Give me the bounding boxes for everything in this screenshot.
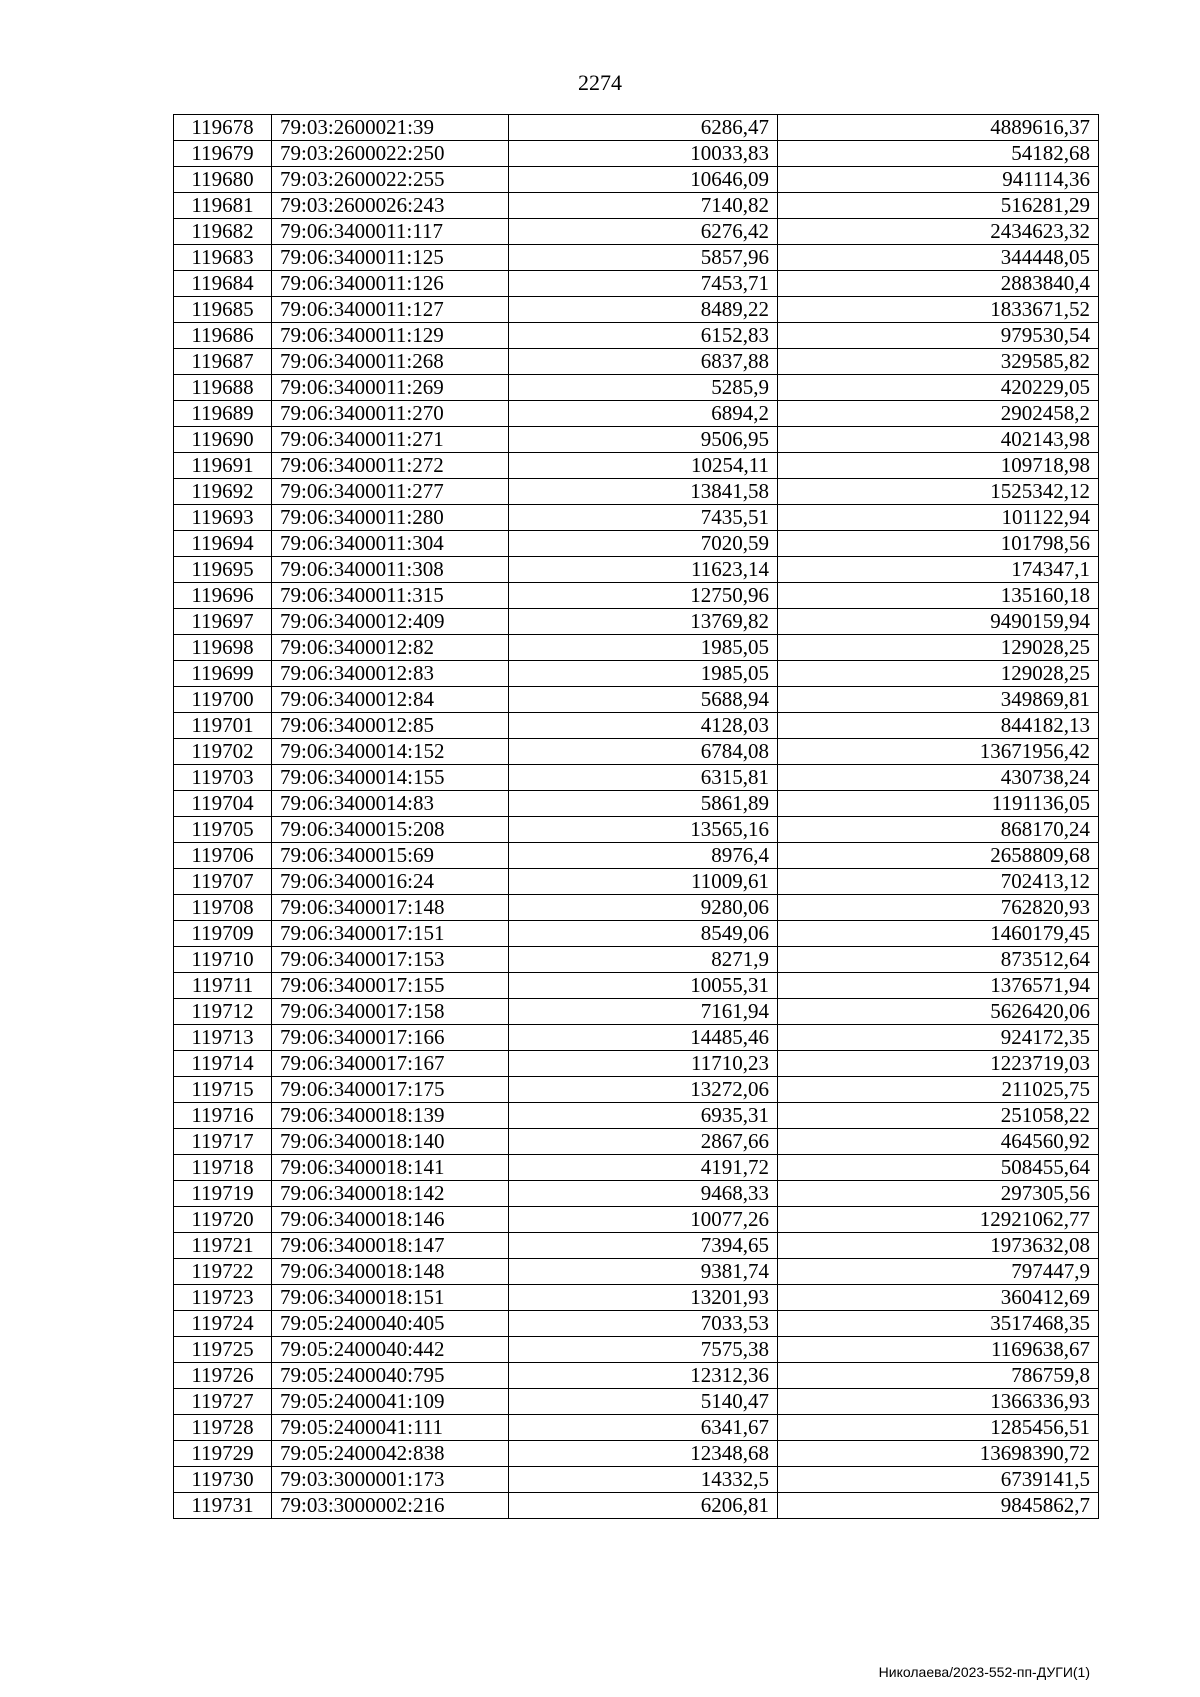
area-cell: 5857,96 bbox=[509, 245, 778, 271]
table-row bbox=[174, 999, 1099, 1025]
cadastral-number-cell: 79:05:2400040:442 bbox=[272, 1337, 509, 1363]
row-number-cell: 119688 bbox=[174, 375, 272, 401]
cadastral-number-cell: 79:06:3400017:148 bbox=[272, 895, 509, 921]
value-cell: 9845862,7 bbox=[778, 1493, 1099, 1519]
value-cell: 54182,68 bbox=[778, 141, 1099, 167]
table-row bbox=[174, 245, 1099, 271]
cadastral-number-cell: 79:06:3400012:85 bbox=[272, 713, 509, 739]
value-cell: 430738,24 bbox=[778, 765, 1099, 791]
cadastral-number-cell: 79:06:3400012:84 bbox=[272, 687, 509, 713]
area-cell: 11009,61 bbox=[509, 869, 778, 895]
value-cell: 297305,56 bbox=[778, 1181, 1099, 1207]
row-number-cell: 119725 bbox=[174, 1337, 272, 1363]
table-row bbox=[174, 479, 1099, 505]
value-cell: 329585,82 bbox=[778, 349, 1099, 375]
row-number-cell: 119701 bbox=[174, 713, 272, 739]
table-row bbox=[174, 1467, 1099, 1493]
table-row bbox=[174, 1337, 1099, 1363]
row-number-cell: 119690 bbox=[174, 427, 272, 453]
cadastral-number-cell: 79:06:3400011:315 bbox=[272, 583, 509, 609]
table-row bbox=[174, 1051, 1099, 1077]
row-number-cell: 119727 bbox=[174, 1389, 272, 1415]
table-row bbox=[174, 323, 1099, 349]
row-number-cell: 119712 bbox=[174, 999, 272, 1025]
row-number-cell: 119680 bbox=[174, 167, 272, 193]
value-cell: 2434623,32 bbox=[778, 219, 1099, 245]
area-cell: 10033,83 bbox=[509, 141, 778, 167]
table-row bbox=[174, 713, 1099, 739]
area-cell: 5140,47 bbox=[509, 1389, 778, 1415]
value-cell: 979530,54 bbox=[778, 323, 1099, 349]
row-number-cell: 119691 bbox=[174, 453, 272, 479]
area-cell: 7033,53 bbox=[509, 1311, 778, 1337]
cadastral-number-cell: 79:06:3400012:83 bbox=[272, 661, 509, 687]
table-row bbox=[174, 1285, 1099, 1311]
table-row bbox=[174, 1129, 1099, 1155]
value-cell: 1366336,93 bbox=[778, 1389, 1099, 1415]
area-cell: 12750,96 bbox=[509, 583, 778, 609]
value-cell: 251058,22 bbox=[778, 1103, 1099, 1129]
table-row bbox=[174, 557, 1099, 583]
area-cell: 4191,72 bbox=[509, 1155, 778, 1181]
row-number-cell: 119703 bbox=[174, 765, 272, 791]
cadastral-number-cell: 79:06:3400015:208 bbox=[272, 817, 509, 843]
value-cell: 1376571,94 bbox=[778, 973, 1099, 999]
value-cell: 924172,35 bbox=[778, 1025, 1099, 1051]
value-cell: 1223719,03 bbox=[778, 1051, 1099, 1077]
value-cell: 101798,56 bbox=[778, 531, 1099, 557]
table-row bbox=[174, 1493, 1099, 1519]
table-row bbox=[174, 1389, 1099, 1415]
row-number-cell: 119707 bbox=[174, 869, 272, 895]
cadastral-number-cell: 79:06:3400011:269 bbox=[272, 375, 509, 401]
value-cell: 1833671,52 bbox=[778, 297, 1099, 323]
area-cell: 9381,74 bbox=[509, 1259, 778, 1285]
area-cell: 9506,95 bbox=[509, 427, 778, 453]
area-cell: 6206,81 bbox=[509, 1493, 778, 1519]
value-cell: 786759,8 bbox=[778, 1363, 1099, 1389]
cadastral-number-cell: 79:05:2400040:405 bbox=[272, 1311, 509, 1337]
value-cell: 360412,69 bbox=[778, 1285, 1099, 1311]
table-row bbox=[174, 193, 1099, 219]
value-cell: 211025,75 bbox=[778, 1077, 1099, 1103]
value-cell: 868170,24 bbox=[778, 817, 1099, 843]
row-number-cell: 119721 bbox=[174, 1233, 272, 1259]
area-cell: 9468,33 bbox=[509, 1181, 778, 1207]
table-row bbox=[174, 635, 1099, 661]
table-row bbox=[174, 1207, 1099, 1233]
table-row bbox=[174, 1233, 1099, 1259]
area-cell: 6784,08 bbox=[509, 739, 778, 765]
area-cell: 6315,81 bbox=[509, 765, 778, 791]
table-row bbox=[174, 115, 1099, 141]
area-cell: 12348,68 bbox=[509, 1441, 778, 1467]
value-cell: 844182,13 bbox=[778, 713, 1099, 739]
row-number-cell: 119720 bbox=[174, 1207, 272, 1233]
cadastral-number-cell: 79:06:3400012:409 bbox=[272, 609, 509, 635]
cadastral-number-cell: 79:06:3400011:117 bbox=[272, 219, 509, 245]
row-number-cell: 119697 bbox=[174, 609, 272, 635]
row-number-cell: 119728 bbox=[174, 1415, 272, 1441]
cadastral-number-cell: 79:06:3400017:175 bbox=[272, 1077, 509, 1103]
table-row bbox=[174, 427, 1099, 453]
cadastral-number-cell: 79:06:3400011:277 bbox=[272, 479, 509, 505]
table-row bbox=[174, 765, 1099, 791]
value-cell: 5626420,06 bbox=[778, 999, 1099, 1025]
value-cell: 13671956,42 bbox=[778, 739, 1099, 765]
table-row bbox=[174, 609, 1099, 635]
value-cell: 1169638,67 bbox=[778, 1337, 1099, 1363]
area-cell: 10254,11 bbox=[509, 453, 778, 479]
row-number-cell: 119716 bbox=[174, 1103, 272, 1129]
row-number-cell: 119726 bbox=[174, 1363, 272, 1389]
cadastral-number-cell: 79:06:3400011:129 bbox=[272, 323, 509, 349]
table-row bbox=[174, 947, 1099, 973]
area-cell: 6276,42 bbox=[509, 219, 778, 245]
row-number-cell: 119709 bbox=[174, 921, 272, 947]
area-cell: 4128,03 bbox=[509, 713, 778, 739]
table-row bbox=[174, 1363, 1099, 1389]
value-cell: 129028,25 bbox=[778, 661, 1099, 687]
area-cell: 14332,5 bbox=[509, 1467, 778, 1493]
cadastral-number-cell: 79:06:3400018:139 bbox=[272, 1103, 509, 1129]
value-cell: 1460179,45 bbox=[778, 921, 1099, 947]
page-number: 2274 bbox=[578, 70, 622, 95]
table-row bbox=[174, 869, 1099, 895]
table-row bbox=[174, 791, 1099, 817]
value-cell: 1973632,08 bbox=[778, 1233, 1099, 1259]
cadastral-number-cell: 79:06:3400018:142 bbox=[272, 1181, 509, 1207]
cadastral-number-cell: 79:06:3400012:82 bbox=[272, 635, 509, 661]
table-row bbox=[174, 895, 1099, 921]
cadastral-number-cell: 79:06:3400017:158 bbox=[272, 999, 509, 1025]
area-cell: 8271,9 bbox=[509, 947, 778, 973]
area-cell: 10646,09 bbox=[509, 167, 778, 193]
area-cell: 7394,65 bbox=[509, 1233, 778, 1259]
area-cell: 6152,83 bbox=[509, 323, 778, 349]
row-number-cell: 119713 bbox=[174, 1025, 272, 1051]
value-cell: 941114,36 bbox=[778, 167, 1099, 193]
cadastral-number-cell: 79:06:3400018:141 bbox=[272, 1155, 509, 1181]
row-number-cell: 119696 bbox=[174, 583, 272, 609]
value-cell: 1191136,05 bbox=[778, 791, 1099, 817]
value-cell: 464560,92 bbox=[778, 1129, 1099, 1155]
area-cell: 5861,89 bbox=[509, 791, 778, 817]
cadastral-number-cell: 79:06:3400015:69 bbox=[272, 843, 509, 869]
row-number-cell: 119704 bbox=[174, 791, 272, 817]
cadastral-number-cell: 79:06:3400011:272 bbox=[272, 453, 509, 479]
area-cell: 13201,93 bbox=[509, 1285, 778, 1311]
table-row bbox=[174, 219, 1099, 245]
table-row bbox=[174, 687, 1099, 713]
table-row bbox=[174, 453, 1099, 479]
area-cell: 6286,47 bbox=[509, 115, 778, 141]
cadastral-number-cell: 79:06:3400011:127 bbox=[272, 297, 509, 323]
table-row bbox=[174, 297, 1099, 323]
row-number-cell: 119714 bbox=[174, 1051, 272, 1077]
row-number-cell: 119702 bbox=[174, 739, 272, 765]
value-cell: 797447,9 bbox=[778, 1259, 1099, 1285]
cadastral-number-cell: 79:06:3400018:147 bbox=[272, 1233, 509, 1259]
cadastral-number-cell: 79:06:3400014:152 bbox=[272, 739, 509, 765]
table-row bbox=[174, 375, 1099, 401]
row-number-cell: 119705 bbox=[174, 817, 272, 843]
cadastral-number-cell: 79:06:3400018:151 bbox=[272, 1285, 509, 1311]
row-number-cell: 119729 bbox=[174, 1441, 272, 1467]
cadastral-number-cell: 79:03:2600021:39 bbox=[272, 115, 509, 141]
table-row bbox=[174, 1155, 1099, 1181]
table-row bbox=[174, 1025, 1099, 1051]
table-row bbox=[174, 1259, 1099, 1285]
table-row bbox=[174, 1441, 1099, 1467]
area-cell: 5688,94 bbox=[509, 687, 778, 713]
value-cell: 2902458,2 bbox=[778, 401, 1099, 427]
data-table bbox=[173, 114, 1099, 1519]
cadastral-number-cell: 79:05:2400041:109 bbox=[272, 1389, 509, 1415]
value-cell: 349869,81 bbox=[778, 687, 1099, 713]
cadastral-number-cell: 79:06:3400011:271 bbox=[272, 427, 509, 453]
table-row bbox=[174, 271, 1099, 297]
area-cell: 7020,59 bbox=[509, 531, 778, 557]
cadastral-number-cell: 79:06:3400017:166 bbox=[272, 1025, 509, 1051]
row-number-cell: 119678 bbox=[174, 115, 272, 141]
cadastral-number-cell: 79:06:3400011:280 bbox=[272, 505, 509, 531]
cadastral-number-cell: 79:06:3400011:126 bbox=[272, 271, 509, 297]
table-row bbox=[174, 1103, 1099, 1129]
table-row bbox=[174, 531, 1099, 557]
cadastral-number-cell: 79:03:2600026:243 bbox=[272, 193, 509, 219]
row-number-cell: 119687 bbox=[174, 349, 272, 375]
row-number-cell: 119710 bbox=[174, 947, 272, 973]
value-cell: 516281,29 bbox=[778, 193, 1099, 219]
row-number-cell: 119681 bbox=[174, 193, 272, 219]
cadastral-number-cell: 79:05:2400041:111 bbox=[272, 1415, 509, 1441]
area-cell: 7575,38 bbox=[509, 1337, 778, 1363]
area-cell: 11710,23 bbox=[509, 1051, 778, 1077]
row-number-cell: 119682 bbox=[174, 219, 272, 245]
area-cell: 6837,88 bbox=[509, 349, 778, 375]
area-cell: 1985,05 bbox=[509, 635, 778, 661]
area-cell: 13272,06 bbox=[509, 1077, 778, 1103]
area-cell: 7453,71 bbox=[509, 271, 778, 297]
table-row bbox=[174, 843, 1099, 869]
row-number-cell: 119715 bbox=[174, 1077, 272, 1103]
row-number-cell: 119708 bbox=[174, 895, 272, 921]
table-row bbox=[174, 401, 1099, 427]
value-cell: 101122,94 bbox=[778, 505, 1099, 531]
cadastral-number-cell: 79:06:3400018:140 bbox=[272, 1129, 509, 1155]
area-cell: 6341,67 bbox=[509, 1415, 778, 1441]
area-cell: 10077,26 bbox=[509, 1207, 778, 1233]
value-cell: 420229,05 bbox=[778, 375, 1099, 401]
row-number-cell: 119717 bbox=[174, 1129, 272, 1155]
area-cell: 7435,51 bbox=[509, 505, 778, 531]
row-number-cell: 119686 bbox=[174, 323, 272, 349]
row-number-cell: 119698 bbox=[174, 635, 272, 661]
table-row bbox=[174, 1415, 1099, 1441]
cadastral-number-cell: 79:03:2600022:250 bbox=[272, 141, 509, 167]
cadastral-number-cell: 79:05:2400040:795 bbox=[272, 1363, 509, 1389]
value-cell: 135160,18 bbox=[778, 583, 1099, 609]
cadastral-number-cell: 79:06:3400017:151 bbox=[272, 921, 509, 947]
cadastral-number-cell: 79:06:3400014:83 bbox=[272, 791, 509, 817]
row-number-cell: 119711 bbox=[174, 973, 272, 999]
value-cell: 402143,98 bbox=[778, 427, 1099, 453]
area-cell: 8549,06 bbox=[509, 921, 778, 947]
row-number-cell: 119679 bbox=[174, 141, 272, 167]
value-cell: 762820,93 bbox=[778, 895, 1099, 921]
row-number-cell: 119719 bbox=[174, 1181, 272, 1207]
value-cell: 2658809,68 bbox=[778, 843, 1099, 869]
row-number-cell: 119692 bbox=[174, 479, 272, 505]
row-number-cell: 119695 bbox=[174, 557, 272, 583]
value-cell: 6739141,5 bbox=[778, 1467, 1099, 1493]
area-cell: 13769,82 bbox=[509, 609, 778, 635]
row-number-cell: 119693 bbox=[174, 505, 272, 531]
value-cell: 129028,25 bbox=[778, 635, 1099, 661]
area-cell: 6935,31 bbox=[509, 1103, 778, 1129]
area-cell: 7161,94 bbox=[509, 999, 778, 1025]
table-row bbox=[174, 349, 1099, 375]
cadastral-number-cell: 79:06:3400017:155 bbox=[272, 973, 509, 999]
value-cell: 873512,64 bbox=[778, 947, 1099, 973]
value-cell: 1285456,51 bbox=[778, 1415, 1099, 1441]
cadastral-number-cell: 79:06:3400011:270 bbox=[272, 401, 509, 427]
value-cell: 4889616,37 bbox=[778, 115, 1099, 141]
row-number-cell: 119731 bbox=[174, 1493, 272, 1519]
area-cell: 13841,58 bbox=[509, 479, 778, 505]
cadastral-number-cell: 79:03:2600022:255 bbox=[272, 167, 509, 193]
area-cell: 13565,16 bbox=[509, 817, 778, 843]
document-footer: Николаева/2023-552-пп-ДУГИ(1) bbox=[878, 1664, 1090, 1680]
area-cell: 6894,2 bbox=[509, 401, 778, 427]
value-cell: 2883840,4 bbox=[778, 271, 1099, 297]
row-number-cell: 119723 bbox=[174, 1285, 272, 1311]
table-row bbox=[174, 739, 1099, 765]
row-number-cell: 119722 bbox=[174, 1259, 272, 1285]
area-cell: 2867,66 bbox=[509, 1129, 778, 1155]
value-cell: 508455,64 bbox=[778, 1155, 1099, 1181]
row-number-cell: 119706 bbox=[174, 843, 272, 869]
row-number-cell: 119689 bbox=[174, 401, 272, 427]
value-cell: 12921062,77 bbox=[778, 1207, 1099, 1233]
cadastral-number-cell: 79:03:3000002:216 bbox=[272, 1493, 509, 1519]
value-cell: 109718,98 bbox=[778, 453, 1099, 479]
table-row bbox=[174, 1311, 1099, 1337]
row-number-cell: 119730 bbox=[174, 1467, 272, 1493]
area-cell: 11623,14 bbox=[509, 557, 778, 583]
cadastral-number-cell: 79:06:3400014:155 bbox=[272, 765, 509, 791]
area-cell: 12312,36 bbox=[509, 1363, 778, 1389]
value-cell: 1525342,12 bbox=[778, 479, 1099, 505]
cadastral-number-cell: 79:06:3400018:148 bbox=[272, 1259, 509, 1285]
area-cell: 7140,82 bbox=[509, 193, 778, 219]
cadastral-number-cell: 79:05:2400042:838 bbox=[272, 1441, 509, 1467]
area-cell: 8489,22 bbox=[509, 297, 778, 323]
value-cell: 13698390,72 bbox=[778, 1441, 1099, 1467]
cadastral-number-cell: 79:06:3400018:146 bbox=[272, 1207, 509, 1233]
area-cell: 14485,46 bbox=[509, 1025, 778, 1051]
table-row bbox=[174, 583, 1099, 609]
table-row bbox=[174, 661, 1099, 687]
row-number-cell: 119684 bbox=[174, 271, 272, 297]
area-cell: 9280,06 bbox=[509, 895, 778, 921]
area-cell: 1985,05 bbox=[509, 661, 778, 687]
area-cell: 8976,4 bbox=[509, 843, 778, 869]
area-cell: 5285,9 bbox=[509, 375, 778, 401]
value-cell: 702413,12 bbox=[778, 869, 1099, 895]
value-cell: 344448,05 bbox=[778, 245, 1099, 271]
cadastral-number-cell: 79:06:3400011:125 bbox=[272, 245, 509, 271]
table-body bbox=[174, 115, 1099, 1519]
cadastral-number-cell: 79:06:3400017:153 bbox=[272, 947, 509, 973]
value-cell: 3517468,35 bbox=[778, 1311, 1099, 1337]
row-number-cell: 119683 bbox=[174, 245, 272, 271]
row-number-cell: 119700 bbox=[174, 687, 272, 713]
table-row bbox=[174, 505, 1099, 531]
cadastral-number-cell: 79:06:3400011:304 bbox=[272, 531, 509, 557]
value-cell: 174347,1 bbox=[778, 557, 1099, 583]
value-cell: 9490159,94 bbox=[778, 609, 1099, 635]
row-number-cell: 119694 bbox=[174, 531, 272, 557]
cadastral-number-cell: 79:03:3000001:173 bbox=[272, 1467, 509, 1493]
table-row bbox=[174, 973, 1099, 999]
row-number-cell: 119699 bbox=[174, 661, 272, 687]
table-row bbox=[174, 921, 1099, 947]
cadastral-number-cell: 79:06:3400011:268 bbox=[272, 349, 509, 375]
table-row bbox=[174, 1181, 1099, 1207]
cadastral-number-cell: 79:06:3400017:167 bbox=[272, 1051, 509, 1077]
table-row bbox=[174, 817, 1099, 843]
table-row bbox=[174, 167, 1099, 193]
table-row bbox=[174, 1077, 1099, 1103]
row-number-cell: 119718 bbox=[174, 1155, 272, 1181]
cadastral-number-cell: 79:06:3400016:24 bbox=[272, 869, 509, 895]
cadastral-number-cell: 79:06:3400011:308 bbox=[272, 557, 509, 583]
row-number-cell: 119724 bbox=[174, 1311, 272, 1337]
area-cell: 10055,31 bbox=[509, 973, 778, 999]
table-row bbox=[174, 141, 1099, 167]
row-number-cell: 119685 bbox=[174, 297, 272, 323]
